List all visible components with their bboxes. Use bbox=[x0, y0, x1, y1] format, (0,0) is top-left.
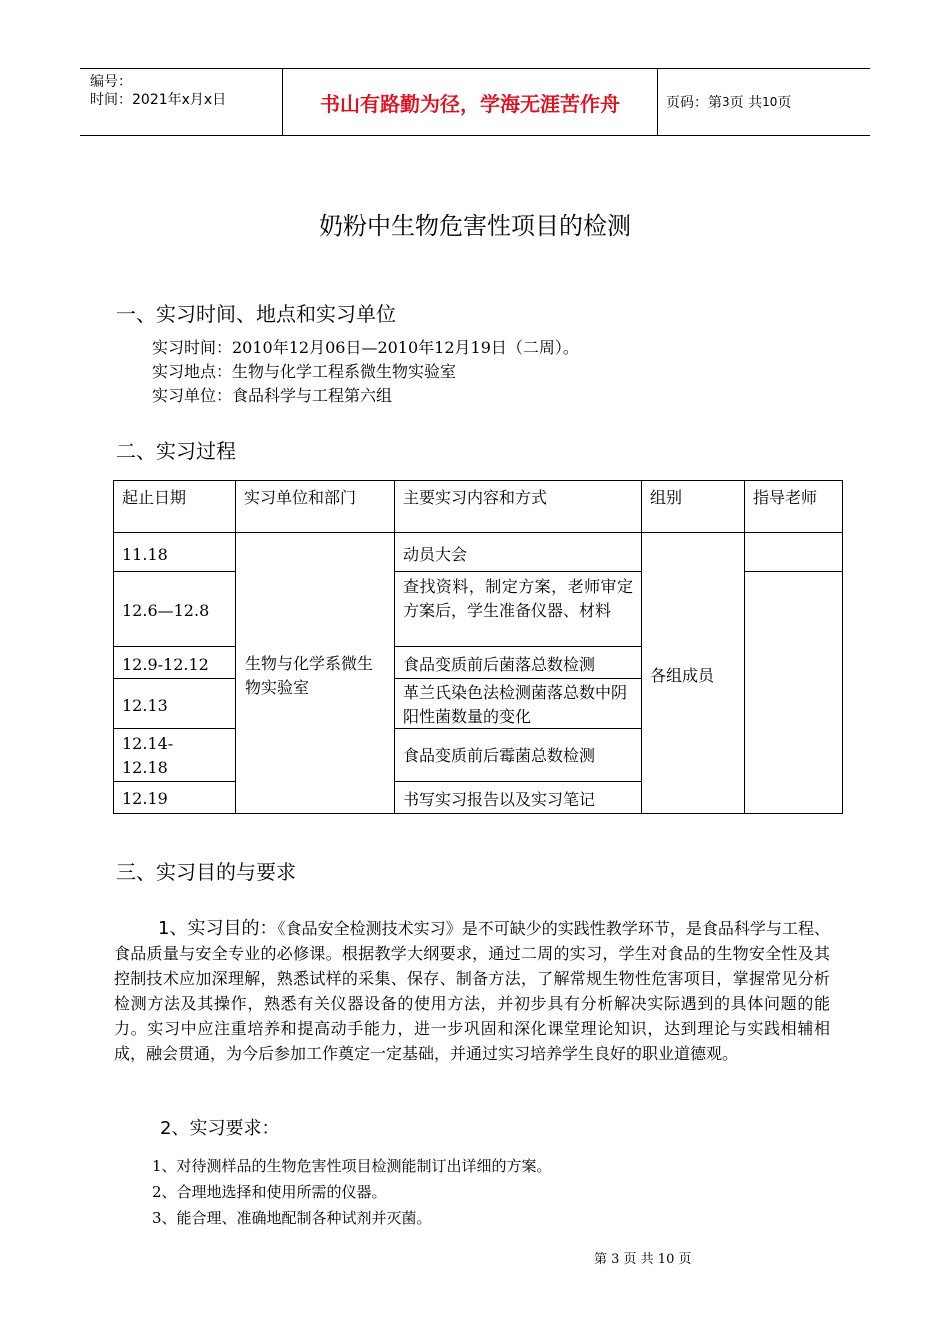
header-meta bbox=[80, 69, 282, 135]
date-cell: 12.13 bbox=[122, 696, 168, 715]
requirement-item: 2、合理地选择和使用所需的仪器。 bbox=[152, 1183, 387, 1201]
unit-cell: 生物与化学系微生物实验室 bbox=[245, 654, 374, 697]
internship-table bbox=[113, 480, 843, 814]
date-label: 时间：2021年x月x日 bbox=[90, 92, 227, 108]
content-cell: 书写实习报告以及实习笔记 bbox=[403, 790, 596, 809]
page-suffix: 页 bbox=[777, 95, 792, 111]
section2-heading: 二、实习过程 bbox=[116, 439, 236, 463]
content-cell: 食品变质前后霉菌总数检测 bbox=[403, 746, 596, 765]
header-motto: 书山有路勤为径，学海无涯苦作舟 bbox=[282, 69, 658, 135]
date-cell: 11.18 bbox=[122, 545, 168, 564]
requirements-label: 2、实习要求： bbox=[160, 1118, 280, 1139]
section1-line-place: 实习地点：生物与化学工程系微生物实验室 bbox=[152, 362, 457, 381]
section1-heading: 一、实习时间、地点和实习单位 bbox=[116, 302, 396, 326]
content-cell: 食品变质前后菌落总数检测 bbox=[403, 655, 596, 674]
page-footer: 第 3 页 共 10 页 bbox=[594, 1252, 692, 1267]
date-cell: 12.19 bbox=[122, 789, 168, 808]
group-cell: 各组成员 bbox=[650, 666, 715, 685]
page-num: 3 bbox=[722, 95, 730, 109]
section1-line-time: 实习时间：2010年12月06日—2010年12月19日（二周）。 bbox=[152, 338, 579, 357]
date-cell: 12.14-12.18 bbox=[122, 734, 174, 777]
col-header-date: 起止日期 bbox=[122, 488, 187, 507]
col-header-teacher: 指导老师 bbox=[753, 488, 818, 507]
page-prefix: 页码：第 bbox=[666, 95, 722, 111]
content-cell: 动员大会 bbox=[403, 545, 468, 564]
page-total: 10 bbox=[762, 95, 778, 109]
requirement-item: 3、能合理、准确地配制各种试剂并灭菌。 bbox=[152, 1209, 432, 1227]
header-page-info bbox=[658, 69, 870, 135]
section1-line-unit: 实习单位：食品科学与工程第六组 bbox=[152, 386, 393, 405]
purpose-text: 《食品安全检测技术实习》是不可缺少的实践性教学环节，是食品科学与工程、食品质量与安全专业的必修课。根据教学大纲要求，通过二周的实习，学生对食品的生物安全性及其控制技术应加深理解，熟悉试样的采集、保存、制备方法，了解常规生物性危害项目，掌握常见分析检测方法及其操作，熟悉有关仪器设备的使用方法，并初步具有分析解决实际遇到的具体问题的能力。实习中应注重培养和提高动手能力，进一步巩固和深化课堂理论知识，达到理论与实践相辅相成，融会贯通，为今后参加工作奠定一定基础，并通过实习培养学生良好的职业道德观。 bbox=[114, 919, 830, 1063]
purpose-label: 1、实习目的： bbox=[158, 918, 278, 939]
date-cell: 12.6—12.8 bbox=[122, 601, 210, 620]
col-header-content: 主要实习内容和方式 bbox=[403, 488, 548, 507]
page-mid: 页 共 bbox=[729, 95, 763, 111]
purpose-paragraph bbox=[114, 916, 830, 1066]
page-title: 奶粉中生物危害性项目的检测 bbox=[319, 212, 631, 240]
content-cell: 查找资料，制定方案，老师审定方案后，学生准备仪器、材料 bbox=[403, 577, 633, 620]
requirement-item: 1、对待测样品的生物危害性项目检测能制订出详细的方案。 bbox=[152, 1157, 552, 1175]
col-header-group: 组别 bbox=[650, 488, 683, 507]
date-cell: 12.9-12.12 bbox=[122, 655, 209, 674]
content-cell: 革兰氏染色法检测菌落总数中阴阳性菌数量的变化 bbox=[403, 683, 628, 726]
page-header bbox=[80, 68, 870, 136]
section3-heading: 三、实习目的与要求 bbox=[116, 860, 296, 884]
number-label: 编号： bbox=[90, 74, 132, 90]
col-header-unit: 实习单位和部门 bbox=[244, 488, 357, 507]
